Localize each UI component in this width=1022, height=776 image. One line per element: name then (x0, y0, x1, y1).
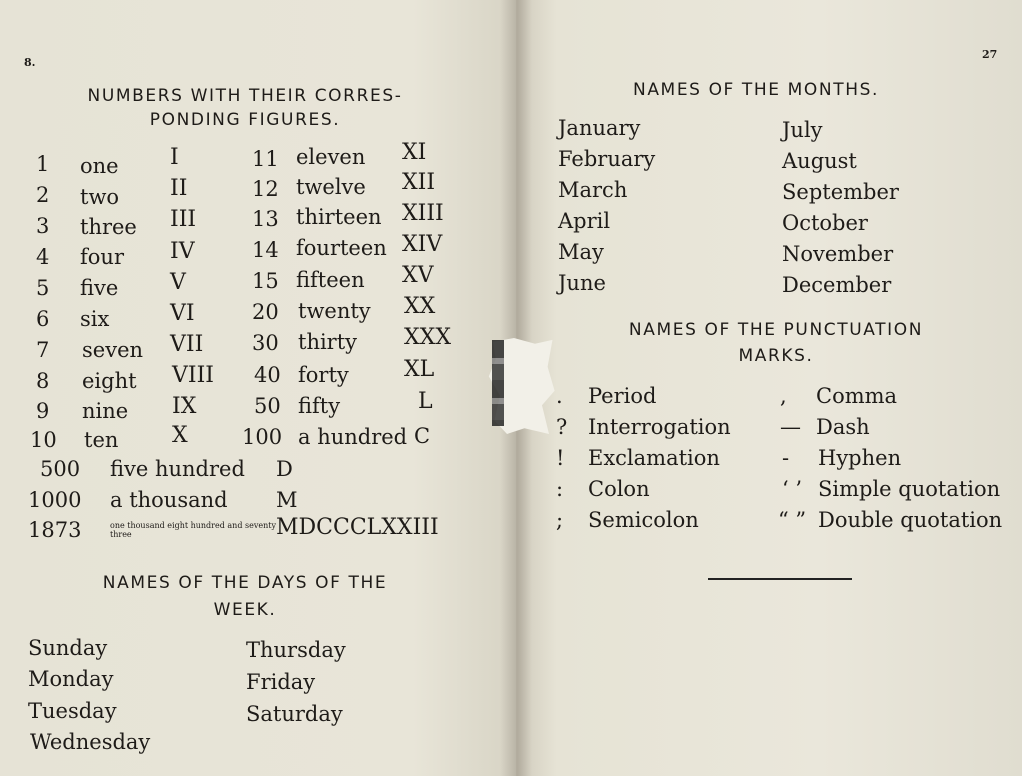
punctuation-name: Double quotation (818, 508, 1003, 532)
table-cell: XIV (402, 232, 443, 257)
punctuation-name: Semicolon (588, 508, 699, 532)
punctuation-mark: ‘ ’ (782, 477, 803, 501)
table-cell: IV (170, 239, 195, 264)
punctuation-mark: . (556, 384, 563, 408)
table-cell: a thousand (110, 488, 228, 512)
list-item: January (558, 116, 641, 140)
table-cell: fifteen (296, 268, 365, 292)
table-cell: 1873 (28, 518, 82, 542)
table-cell: twenty (298, 299, 371, 323)
punctuation-mark: “ ” (778, 508, 807, 532)
table-cell: forty (298, 363, 349, 387)
list-item: Monday (28, 667, 114, 691)
punctuation-name: Dash (816, 415, 870, 439)
list-item: Wednesday (30, 730, 151, 754)
punctuation-heading-line1: NAMES OF THE PUNCTUATION (628, 320, 924, 340)
punctuation-mark: ? (556, 415, 568, 439)
punctuation-name: Comma (816, 384, 898, 408)
table-cell: XII (402, 170, 436, 195)
table-cell: 100 (242, 425, 283, 449)
list-item: Thursday (246, 638, 346, 662)
punctuation-mark: ; (556, 508, 564, 532)
table-cell: II (170, 176, 188, 201)
table-cell: 13 (252, 207, 279, 231)
numbers-heading-line2: PONDING FIGURES. (149, 110, 341, 130)
punctuation-mark: - (782, 446, 790, 470)
table-cell: three (80, 215, 137, 239)
table-cell: XV (402, 263, 434, 288)
punctuation-name: Period (588, 384, 657, 408)
days-heading-line2: WEEK. (213, 600, 277, 620)
punctuation-name: Simple quotation (818, 477, 1001, 501)
punctuation-mark: , (780, 384, 787, 408)
table-cell: six (80, 307, 110, 331)
punctuation-mark: ! (556, 446, 565, 470)
list-item: Friday (246, 670, 316, 694)
table-cell: 4 (36, 245, 50, 269)
table-cell: 15 (252, 269, 279, 293)
table-cell: 6 (36, 307, 50, 331)
list-item: June (558, 271, 606, 295)
punctuation-mark: : (556, 477, 564, 501)
table-cell: 20 (252, 300, 279, 324)
punctuation-name: Exclamation (588, 446, 720, 470)
list-item: February (558, 147, 656, 171)
table-cell: eight (82, 369, 137, 393)
list-item: Tuesday (28, 699, 117, 723)
table-cell: fifty (298, 394, 341, 418)
punctuation-name: Interrogation (588, 415, 731, 439)
table-cell: IX (172, 394, 197, 419)
table-cell: L (418, 389, 433, 414)
table-cell: XX (404, 294, 436, 319)
days-heading-line1: NAMES OF THE DAYS OF THE (102, 573, 388, 593)
punctuation-mark: — (780, 415, 801, 439)
table-cell: thirteen (296, 205, 382, 229)
page-number-left: 8. (24, 56, 36, 69)
table-cell: V (170, 270, 186, 295)
table-cell: 3 (36, 214, 50, 238)
table-cell: 30 (252, 331, 279, 355)
punctuation-name: Colon (588, 477, 650, 501)
table-cell: a hundred (298, 425, 408, 449)
table-cell: VII (170, 332, 204, 357)
table-cell: 12 (252, 177, 279, 201)
list-item: October (782, 211, 868, 235)
table-cell: fourteen (296, 236, 387, 260)
list-item: August (782, 149, 857, 173)
table-cell: twelve (296, 175, 366, 199)
list-item: September (782, 180, 899, 204)
table-cell: 500 (40, 457, 81, 481)
table-cell: VI (170, 301, 195, 326)
table-cell: nine (82, 399, 129, 423)
table-cell: eleven (296, 145, 366, 169)
months-heading: NAMES OF THE MONTHS. (633, 80, 879, 100)
page-number-right: 27 (982, 48, 998, 61)
list-item: December (782, 273, 892, 297)
list-item: July (782, 118, 823, 142)
numbers-heading-line1: NUMBERS WITH THEIR CORRES- (87, 86, 403, 106)
table-cell: I (170, 145, 179, 170)
table-cell: MDCCCLXXIII (276, 515, 439, 540)
divider-rule (708, 578, 852, 580)
table-cell: 11 (252, 147, 279, 171)
table-cell: 5 (36, 276, 50, 300)
table-cell: 7 (36, 338, 50, 362)
list-item: Saturday (246, 702, 343, 726)
table-cell: X (172, 423, 188, 448)
table-cell: III (170, 207, 197, 232)
table-cell: XIII (402, 201, 444, 226)
table-cell: 1 (36, 152, 50, 176)
table-cell: 1000 (28, 488, 82, 512)
table-cell: ten (84, 428, 119, 452)
list-item: May (558, 240, 604, 264)
punctuation-name: Hyphen (818, 446, 902, 470)
table-cell: 40 (254, 363, 281, 387)
table-cell: five hundred (110, 457, 245, 481)
table-cell: C (414, 424, 431, 448)
table-cell: 50 (254, 394, 281, 418)
table-cell: D (276, 457, 293, 481)
list-item: March (558, 178, 628, 202)
table-cell: four (80, 245, 124, 269)
table-cell: 9 (36, 399, 50, 423)
torn-edge (492, 340, 504, 426)
table-cell: one (80, 154, 119, 178)
table-cell: VIII (172, 363, 214, 388)
table-cell: XL (404, 357, 435, 382)
table-cell: 8 (36, 369, 50, 393)
right-page (516, 0, 1022, 776)
table-cell: seven (82, 338, 144, 362)
table-cell: 2 (36, 183, 50, 207)
list-item: November (782, 242, 894, 266)
list-item: Sunday (28, 636, 108, 660)
table-cell: two (80, 185, 120, 209)
table-cell: 10 (30, 428, 57, 452)
punctuation-heading-line2: MARKS. (738, 346, 814, 366)
table-cell: five (80, 276, 119, 300)
table-cell: XI (402, 140, 427, 165)
table-cell: XXX (404, 325, 451, 350)
table-cell-small: one thousand eight hundred and seventy three (110, 521, 276, 539)
table-cell: thirty (298, 330, 358, 354)
list-item: April (558, 209, 611, 233)
table-cell: M (276, 488, 298, 512)
table-cell: 14 (252, 238, 279, 262)
